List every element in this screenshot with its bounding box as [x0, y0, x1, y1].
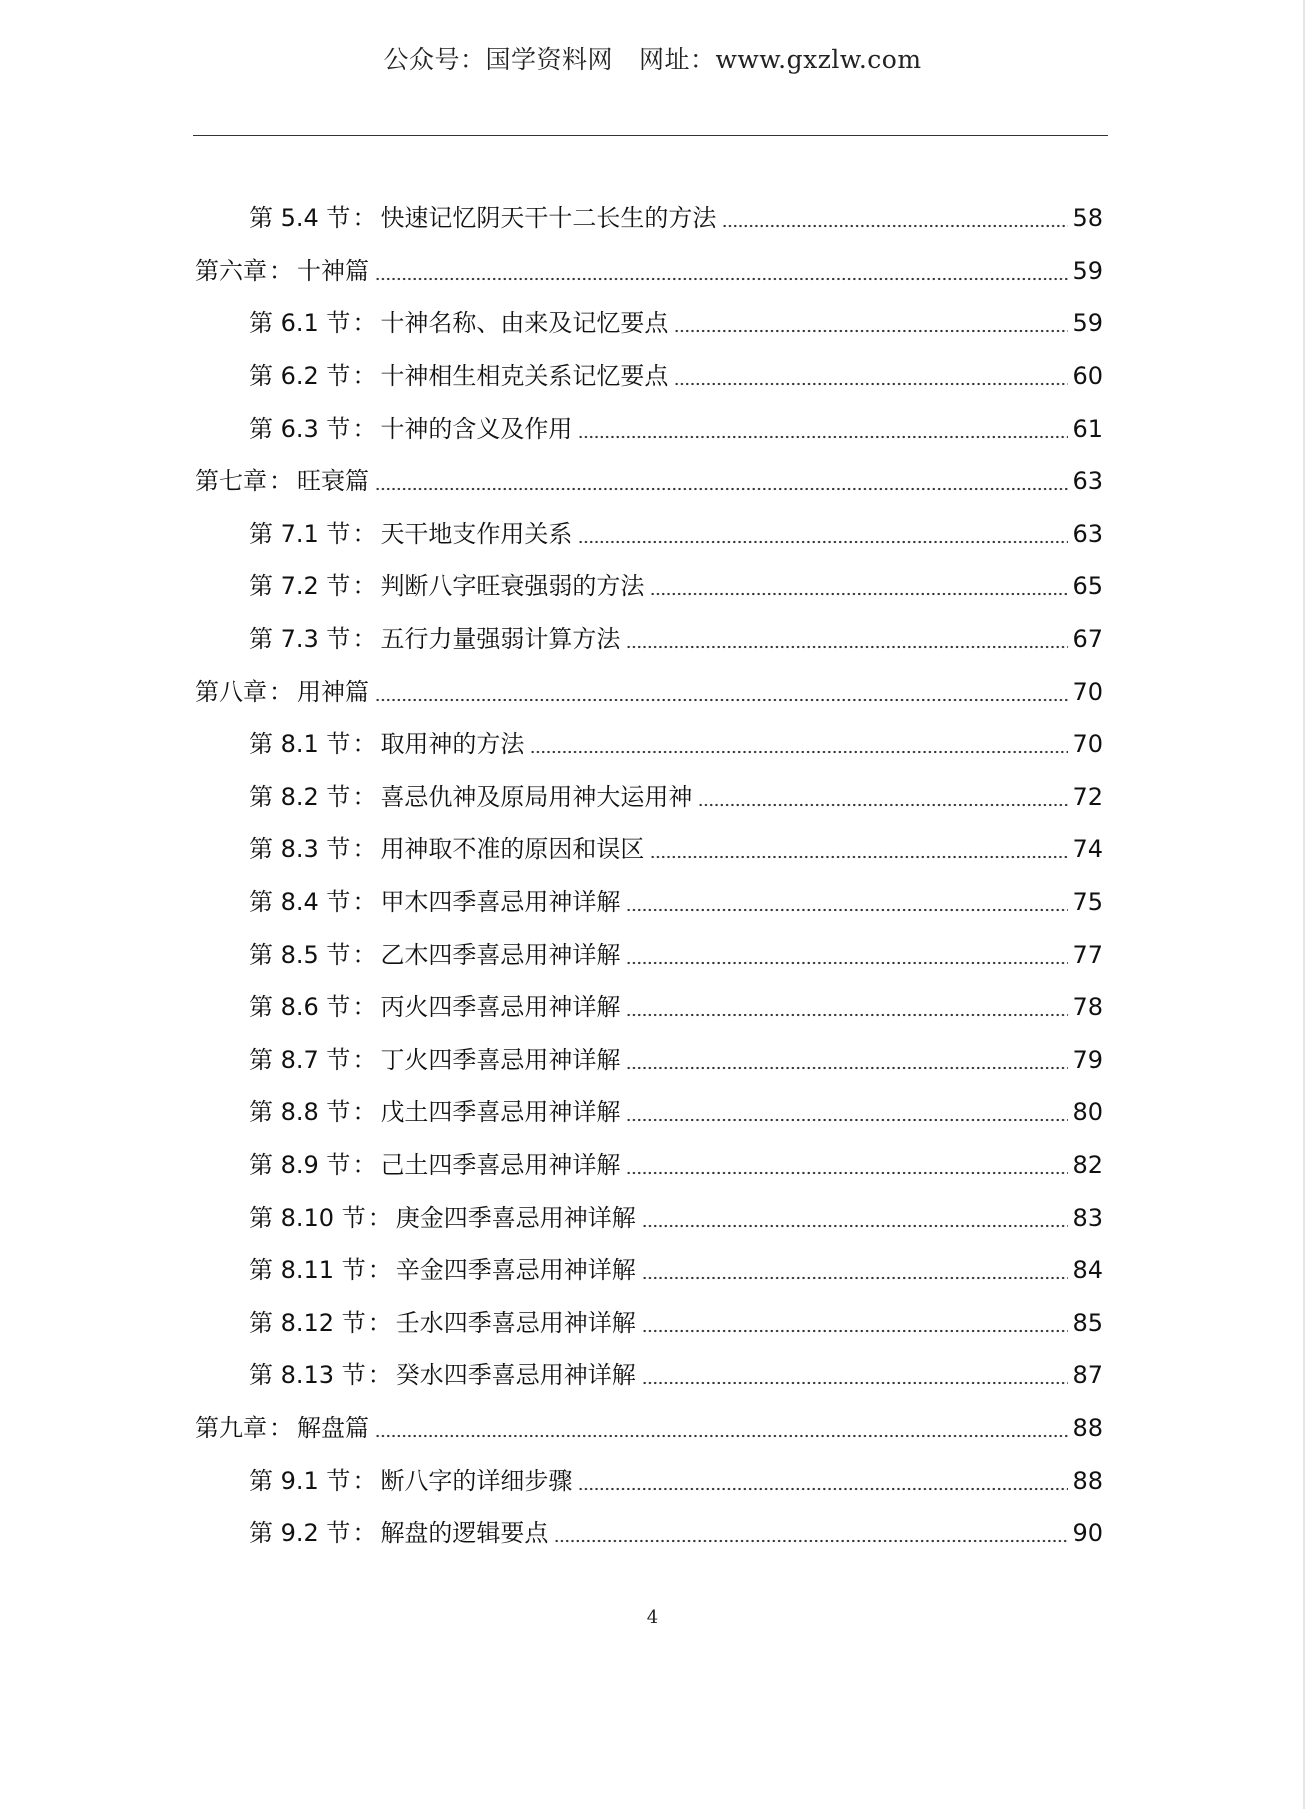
toc-chapter-entry[interactable]: [193, 245, 1103, 298]
toc-entry-title: 癸水四季喜忌用神详解: [395, 1361, 636, 1390]
toc-entry-label: 第六章: [195, 256, 267, 285]
toc-entry-title: 解盘的逻辑要点: [380, 1519, 549, 1548]
toc-entry-title: 丁火四季喜忌用神详解: [380, 1045, 621, 1074]
toc-entry-label: 第 8.6 节: [249, 993, 351, 1022]
toc-entry-separator: ：: [269, 677, 293, 706]
toc-entry-separator: ：: [367, 1256, 392, 1285]
toc-entry-text: [249, 414, 573, 443]
toc-section-entry[interactable]: [193, 402, 1103, 455]
toc-entry-label: 第 8.13 节: [249, 1361, 366, 1390]
toc-dot-leader: [650, 576, 1068, 596]
toc-entry-label: 第 8.8 节: [249, 1098, 351, 1127]
toc-entry-label: 第 8.2 节: [249, 782, 351, 811]
toc-entry-label: 第九章: [195, 1413, 267, 1442]
toc-entry-separator: ：: [352, 414, 377, 443]
toc-entry-label: 第 7.2 节: [249, 572, 351, 601]
toc-entry-title: 断八字的详细步骤: [380, 1466, 573, 1495]
toc-section-entry[interactable]: [193, 560, 1103, 613]
toc-entry-text: [249, 1519, 549, 1548]
toc-dot-leader: [626, 945, 1068, 965]
toc-entry-separator: ：: [367, 1203, 392, 1232]
toc-page-number: 84: [1072, 1256, 1103, 1285]
toc-section-entry[interactable]: [193, 1191, 1103, 1244]
toc-dot-leader: [642, 1365, 1069, 1385]
header-rule: [193, 135, 1108, 136]
toc-entry-text: [249, 1150, 621, 1179]
toc-entry-label: 第七章: [195, 467, 267, 496]
header-account: 公众号：国学资料网: [383, 45, 613, 74]
toc-section-entry[interactable]: [193, 1139, 1103, 1192]
toc-entry-separator: ：: [352, 625, 377, 654]
toc-entry-separator: ：: [352, 572, 377, 601]
toc-entry-separator: ：: [352, 782, 377, 811]
toc-section-entry[interactable]: [193, 771, 1103, 824]
toc-entry-title: 甲木四季喜忌用神详解: [380, 888, 621, 917]
toc-entry-text: [249, 1203, 636, 1232]
toc-entry-separator: ：: [352, 1466, 377, 1495]
toc-entry-separator: ：: [367, 1308, 392, 1337]
toc-page-number: 59: [1072, 256, 1103, 285]
toc-entry-label: 第 8.10 节: [249, 1203, 366, 1232]
toc-section-entry[interactable]: [193, 508, 1103, 561]
toc-dot-leader: [650, 839, 1068, 859]
toc-page-number: 87: [1072, 1361, 1103, 1390]
page-header: [0, 40, 1305, 76]
toc-dot-leader: [674, 313, 1068, 333]
toc-section-entry[interactable]: [193, 350, 1103, 403]
toc-entry-label: 第 6.1 节: [249, 309, 351, 338]
toc-entry-label: 第 8.12 节: [249, 1308, 366, 1337]
toc-page-number: 79: [1072, 1045, 1103, 1074]
toc-entry-label: 第 7.1 节: [249, 519, 351, 548]
toc-dot-leader: [375, 1418, 1068, 1438]
toc-entry-text: [249, 730, 525, 759]
toc-dot-leader: [578, 1471, 1068, 1491]
toc-entry-label: 第 8.4 节: [249, 888, 351, 917]
toc-entry-label: 第 8.3 节: [249, 835, 351, 864]
toc-entry-title: 喜忌仇神及原局用神大运用神: [380, 782, 693, 811]
toc-dot-leader: [626, 1155, 1068, 1175]
toc-entry-separator: ：: [269, 256, 293, 285]
toc-entry-text: [249, 572, 645, 601]
toc-entry-separator: ：: [352, 204, 377, 233]
toc-entry-separator: ：: [269, 1413, 293, 1442]
toc-entry-title: 戊土四季喜忌用神详解: [380, 1098, 621, 1127]
toc-page-number: 88: [1072, 1466, 1103, 1495]
toc-page-number: 58: [1072, 204, 1103, 233]
toc-dot-leader: [626, 1102, 1068, 1122]
toc-section-entry[interactable]: [193, 1296, 1103, 1349]
toc-entry-text: [195, 467, 369, 496]
toc-dot-leader: [578, 419, 1068, 439]
toc-entry-title: 用神篇: [297, 677, 369, 706]
toc-entry-label: 第 8.9 节: [249, 1150, 351, 1179]
toc-entry-title: 壬水四季喜忌用神详解: [395, 1308, 636, 1337]
toc-dot-leader: [626, 997, 1068, 1017]
toc-entry-label: 第 8.1 节: [249, 730, 351, 759]
toc-entry-title: 十神相生相克关系记忆要点: [380, 362, 669, 391]
toc-entry-text: [249, 519, 573, 548]
toc-page-number: 80: [1072, 1098, 1103, 1127]
toc-section-entry[interactable]: [193, 718, 1103, 771]
toc-entry-separator: ：: [352, 888, 377, 917]
toc-entry-text: [249, 204, 717, 233]
toc-entry-title: 旺衰篇: [297, 467, 369, 496]
toc-section-entry[interactable]: [193, 876, 1103, 929]
toc-chapter-entry[interactable]: [193, 665, 1103, 718]
toc-entry-title: 庚金四季喜忌用神详解: [395, 1203, 636, 1232]
toc-section-entry[interactable]: [193, 981, 1103, 1034]
toc-page-number: 88: [1072, 1413, 1103, 1442]
toc-dot-leader: [674, 366, 1068, 386]
toc-entry-title: 己土四季喜忌用神详解: [380, 1150, 621, 1179]
toc-section-entry[interactable]: [193, 1349, 1103, 1402]
toc-chapter-entry[interactable]: [193, 455, 1103, 508]
toc-entry-label: 第 6.2 节: [249, 362, 351, 391]
toc-entry-text: [249, 993, 621, 1022]
toc-entry-separator: ：: [352, 362, 377, 391]
toc-page-number: 70: [1072, 677, 1103, 706]
toc-entry-title: 十神的含义及作用: [380, 414, 573, 443]
toc-section-entry[interactable]: [193, 192, 1103, 245]
toc-entry-text: [249, 309, 669, 338]
toc-page-number: 85: [1072, 1308, 1103, 1337]
toc-section-entry[interactable]: [193, 823, 1103, 876]
toc-page-number: 83: [1072, 1203, 1103, 1232]
toc-entry-text: [249, 1256, 636, 1285]
toc-dot-leader: [642, 1260, 1069, 1280]
toc-dot-leader: [626, 892, 1068, 912]
toc-entry-text: [249, 835, 645, 864]
toc-entry-text: [249, 888, 621, 917]
toc-entry-title: 快速记忆阴天干十二长生的方法: [380, 204, 717, 233]
toc-page-number: 70: [1072, 730, 1103, 759]
toc-entry-text: [249, 1308, 636, 1337]
toc-entry-separator: ：: [352, 835, 377, 864]
toc-entry-title: 天干地支作用关系: [380, 519, 573, 548]
toc-dot-leader: [626, 1050, 1068, 1070]
toc-dot-leader: [698, 787, 1068, 807]
toc-page-number: 78: [1072, 993, 1103, 1022]
toc-entry-label: 第 6.3 节: [249, 414, 351, 443]
toc-section-entry[interactable]: [193, 1507, 1103, 1560]
toc-page-number: 60: [1072, 362, 1103, 391]
toc-section-entry[interactable]: [193, 613, 1103, 666]
toc-entry-text: [249, 1361, 636, 1390]
toc-entry-text: [195, 1413, 369, 1442]
toc-entry-label: 第 8.5 节: [249, 940, 351, 969]
toc-section-entry[interactable]: [193, 928, 1103, 981]
toc-chapter-entry[interactable]: [193, 1402, 1103, 1455]
toc-page-number: 90: [1072, 1519, 1103, 1548]
toc-dot-leader: [375, 471, 1068, 491]
toc-page-number: 63: [1072, 467, 1103, 496]
toc-entry-title: 丙火四季喜忌用神详解: [380, 993, 621, 1022]
toc-section-entry[interactable]: [193, 1086, 1103, 1139]
toc-entry-separator: ：: [367, 1361, 392, 1390]
toc-page-number: 59: [1072, 309, 1103, 338]
toc-entry-text: [195, 677, 369, 706]
table-of-contents: [193, 192, 1103, 1559]
toc-entry-title: 乙木四季喜忌用神详解: [380, 940, 621, 969]
toc-entry-label: 第 5.4 节: [249, 204, 351, 233]
toc-entry-text: [249, 1098, 621, 1127]
toc-dot-leader: [642, 1313, 1069, 1333]
toc-page-number: 61: [1072, 414, 1103, 443]
toc-entry-separator: ：: [352, 993, 377, 1022]
toc-entry-title: 辛金四季喜忌用神详解: [395, 1256, 636, 1285]
toc-dot-leader: [375, 682, 1068, 702]
toc-entry-text: [249, 1466, 573, 1495]
toc-section-entry[interactable]: [193, 1454, 1103, 1507]
toc-entry-text: [249, 940, 621, 969]
toc-entry-separator: ：: [352, 309, 377, 338]
toc-page-number: 72: [1072, 782, 1103, 811]
toc-dot-leader: [530, 734, 1068, 754]
toc-entry-label: 第 8.11 节: [249, 1256, 366, 1285]
toc-page-number: 65: [1072, 572, 1103, 601]
toc-entry-title: 解盘篇: [297, 1413, 369, 1442]
toc-entry-title: 判断八字旺衰强弱的方法: [380, 572, 645, 601]
toc-dot-leader: [722, 208, 1068, 228]
toc-entry-label: 第 8.7 节: [249, 1045, 351, 1074]
toc-page-number: 77: [1072, 940, 1103, 969]
toc-entry-separator: ：: [352, 1045, 377, 1074]
toc-entry-title: 十神名称、由来及记忆要点: [380, 309, 669, 338]
toc-entry-label: 第 9.2 节: [249, 1519, 351, 1548]
page-number: 4: [646, 1607, 659, 1628]
toc-entry-separator: ：: [352, 730, 377, 759]
toc-entry-separator: ：: [269, 467, 293, 496]
toc-entry-separator: ：: [352, 1098, 377, 1127]
toc-page-number: 75: [1072, 888, 1103, 917]
toc-section-entry[interactable]: [193, 1034, 1103, 1087]
toc-dot-leader: [578, 524, 1068, 544]
toc-entry-label: 第八章: [195, 677, 267, 706]
toc-section-entry[interactable]: [193, 1244, 1103, 1297]
toc-page-number: 67: [1072, 625, 1103, 654]
toc-dot-leader: [626, 629, 1068, 649]
toc-dot-leader: [375, 261, 1068, 281]
toc-entry-separator: ：: [352, 519, 377, 548]
header-website: 网址：www.gxzlw.com: [638, 45, 922, 74]
toc-entry-label: 第 9.1 节: [249, 1466, 351, 1495]
toc-entry-separator: ：: [352, 1150, 377, 1179]
toc-page-number: 82: [1072, 1150, 1103, 1179]
toc-entry-text: [249, 362, 669, 391]
toc-entry-title: 十神篇: [297, 256, 369, 285]
toc-entry-text: [249, 625, 621, 654]
toc-dot-leader: [642, 1208, 1069, 1228]
toc-section-entry[interactable]: [193, 297, 1103, 350]
toc-entry-text: [249, 1045, 621, 1074]
toc-entry-title: 用神取不准的原因和误区: [380, 835, 645, 864]
toc-page-number: 63: [1072, 519, 1103, 548]
toc-entry-separator: ：: [352, 940, 377, 969]
toc-entry-separator: ：: [352, 1519, 377, 1548]
toc-entry-text: [195, 256, 369, 285]
toc-entry-label: 第 7.3 节: [249, 625, 351, 654]
toc-page-number: 74: [1072, 835, 1103, 864]
toc-entry-title: 取用神的方法: [380, 730, 525, 759]
toc-entry-title: 五行力量强弱计算方法: [380, 625, 621, 654]
toc-entry-text: [249, 782, 693, 811]
toc-dot-leader: [554, 1523, 1068, 1543]
